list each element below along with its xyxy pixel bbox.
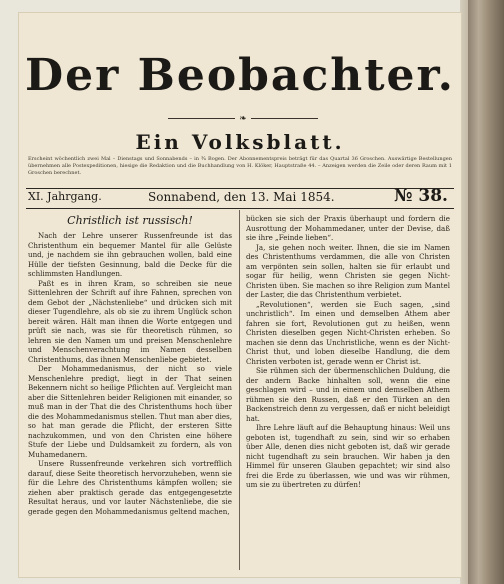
issue-date: Sonnabend, den 13. Mai 1854. bbox=[148, 190, 335, 204]
ornament-rule bbox=[168, 116, 318, 122]
article-paragraph: Ihre Lehre läuft auf die Behauptung hinaus: Weil uns geboten ist, tugendhaft zu sein, sind wir so erhaben über Alle, denen dies nicht geboten ist, daß wir gerade nicht tugendhaft zu sein brauchen. Wir haben ja den Himmel für unseren Glauben gepachtet; wir sind also frei die Erde zu überlassen, wie und was wir rühmen, um sie zu übertreten zu dürfen! bbox=[246, 423, 450, 489]
masthead-subtitle: Ein Volksblatt. bbox=[135, 130, 345, 154]
article-heading: Christlich ist russisch! bbox=[67, 214, 193, 227]
article-paragraph: Unsere Russenfreunde verkehren sich vortrefflich darauf, diese Seite theoretisch hervorzuheben, wenn sie für die Lehre des Christenthums kämpfen wollen; sie ziehen aber praktisch gerade das entgegengesetzte Resultat heraus, und vor lauter Nächstenliebe, die sie gerade gegen den Mohammedanismus geltend machen, bbox=[28, 459, 232, 516]
article-paragraph: Der Mohammedanismus, der nicht so viele Menschenlehre predigt, liegt in der That seinen Bekennern nicht so heilige Pflichten auf. Vergleicht man aber die Sittenlehren beider Religionen mit einander, so muß man in der That die des Christenthums hoch über die des Mohammedanismus stellen. Thut man aber dies, so hat man gerade die Pflicht, der ersteren Sitte nachzukommen, und von den Christen eine höhere Stufe der Liebe und Duldsamkeit zu fordern, als von Muhamedanern. bbox=[28, 364, 232, 459]
article-paragraph: bücken sie sich der Praxis überhaupt und fordern die Ausrottung der Mohammedaner, unter der Devise, daß sie ihre „Feinde lieben“. bbox=[246, 214, 450, 242]
header-rule-top bbox=[26, 188, 454, 189]
article-paragraph: Nach der Lehre unserer Russenfreunde ist das Christenthum ein bequemer Mantel für alle Gelüste und, je nachdem sie ihn gebrauchen wollen, bald eine Hülle der tiefsten Gesinnung, bald die Decke für die schlimmsten Handlungen. bbox=[28, 231, 232, 278]
masthead-title: Der Beobachter. bbox=[24, 50, 456, 101]
issue-number: № 38. bbox=[394, 186, 448, 206]
header-rule-bottom bbox=[26, 208, 454, 209]
article-paragraph: „Revolutionen“, werden sie Euch sagen, „sind unchristlich“. Im einen und demselben Athem aber fahren sie fort, Revolutionen gut zu heißen, wenn Christen dieselben gegen Nicht-Christen erheben. So machen sie denn das Unchristliche, wenn es der Nicht-Christ thut, und loben dieselbe Handlung, die dem Christen verboten ist, gerade wenn er Christ ist. bbox=[246, 299, 450, 366]
publication-info: Erscheint wöchentlich zwei Mal – Dienstags und Sonnabends – in ¾ Bogen. Der Abonnementspreis beträgt für das Quartal 36 Groschen. Auswärtige Bestellungen übernehmen alle Postexpeditionen, hiesige die Redaktion und die Buchhandlung von H. Klöker, Hauptstraße 44. – Anzeigen werden die Zeile oder deren Raum mit 1 Groschen berechnet. bbox=[28, 156, 452, 176]
column-divider bbox=[239, 210, 240, 570]
article-paragraph: Paßt es in ihren Kram, so schreiben sie neue Sittenlehren der Schrift auf ihre Fahnen, sprechen von dem Gebot der „Nächstenliebe“ und drücken sich mit dieser Tugendlehre, als ob sie zu ihrem Unglück schon bereit wären. Hält man ihnen die Worte entgegen und prüft sie nach, was sie für theoretisch rühmen, so lehren sie den Namen um und preisen Menschenlehre und Menschenverachtung im Namen desselben Christenthums, das ihnen Menschenliebe gebietet. bbox=[28, 278, 232, 364]
article-column-right bbox=[246, 214, 450, 570]
article-paragraph: Ja, sie gehen noch weiter. Ihnen, die sie im Namen des Christenthums verdammen, die alle von Christen am verpönten sein sollen, halten sie für erlaubt und sogar für heilig, wenn Christen sie gegen Nicht-Christen üben. Sie machen so ihre Religion zum Mantel der Laster, die das Christenthum verbietet. bbox=[246, 242, 450, 299]
ornament-icon: ❧ bbox=[235, 114, 251, 124]
book-spine bbox=[468, 0, 504, 584]
newspaper-page bbox=[18, 12, 462, 578]
article-column-left bbox=[28, 214, 232, 570]
article-paragraph: Sie rühmen sich der übermenschlichen Duldung, die der andern Backe hinhalten soll, wenn die eine geschlagen wird – und in einem und demselben Athem rühmen sie den Russen, daß er den Türken an den Backenstreich denn zu vergessen, daß er nicht beleidigt hat. bbox=[246, 366, 450, 423]
volume-label: XI. Jahrgang. bbox=[28, 190, 102, 203]
